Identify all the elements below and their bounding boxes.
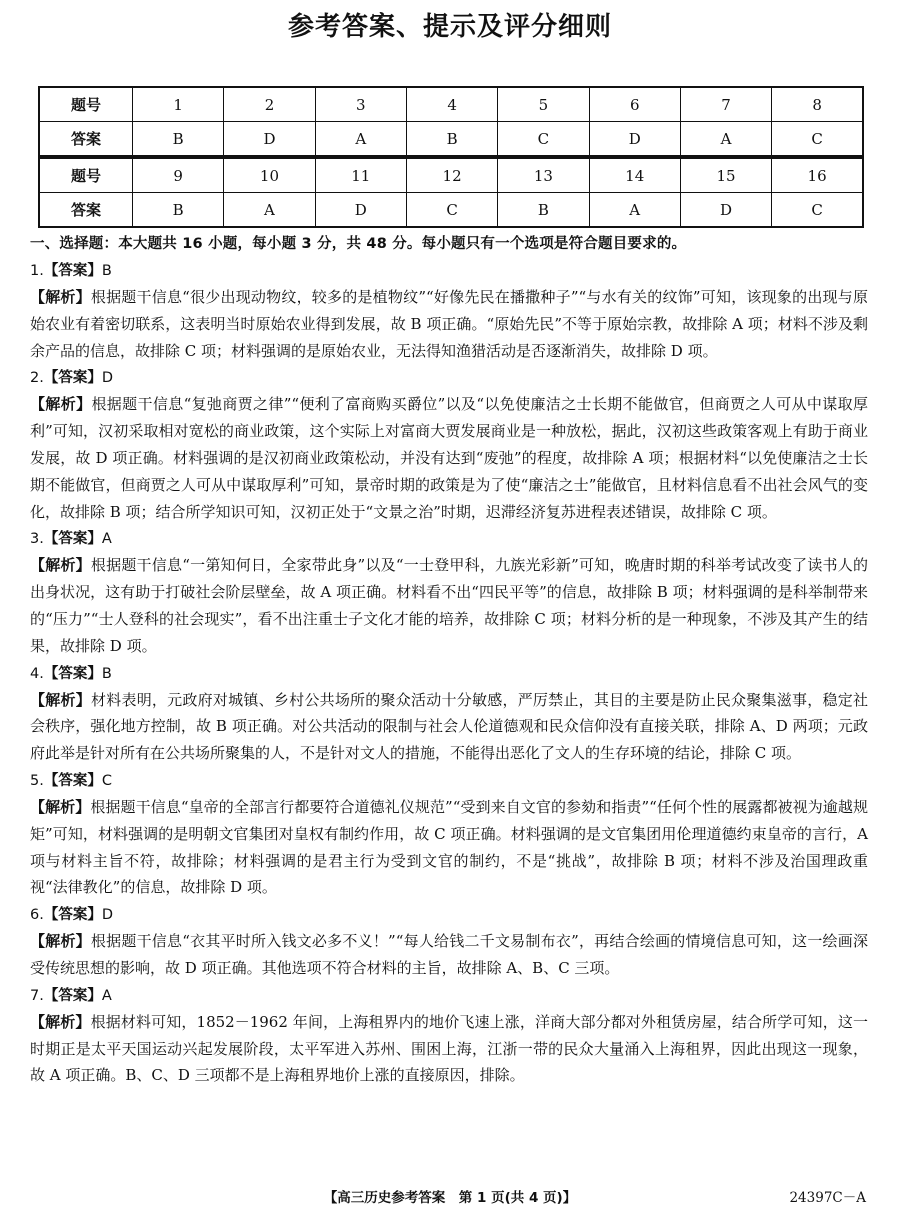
table-cell: 14 xyxy=(589,158,680,193)
answer-value: A xyxy=(101,531,112,548)
answer-value: B xyxy=(101,263,112,279)
explanation xyxy=(30,794,868,901)
answer-tag: 【答案】 xyxy=(43,907,102,924)
answer-value: B xyxy=(101,665,112,682)
table-cell: B xyxy=(133,193,224,228)
table-cell: 11 xyxy=(315,158,406,193)
answer-table-2 xyxy=(38,157,864,228)
questions-list xyxy=(30,258,868,1090)
answer-line xyxy=(30,661,868,687)
explanation-tag: 【解析】 xyxy=(30,932,91,951)
table-cell: 16 xyxy=(772,158,863,193)
footer-code: 24397C－A xyxy=(789,1190,866,1206)
answer-line xyxy=(30,768,868,794)
question-item xyxy=(30,902,868,982)
table-cell: 6 xyxy=(589,87,680,122)
question-item xyxy=(30,983,868,1089)
table-cell: 12 xyxy=(406,158,497,193)
table-cell: C xyxy=(498,122,589,157)
answer-value: D xyxy=(101,907,114,924)
table-cell: D xyxy=(589,122,680,157)
answer-tag: 【答案】 xyxy=(43,987,102,1004)
table-row-answers xyxy=(39,122,863,157)
table-cell: 2 xyxy=(224,87,315,122)
answer-value: C xyxy=(101,772,112,789)
table-cell: B xyxy=(133,122,224,157)
answer-value: A xyxy=(101,987,112,1004)
section-heading: 一、选择题：本大题共 16 小题，每小题 3 分，共 48 分。每小题只有一个选项是符合题目要求的。 xyxy=(30,236,687,252)
table-cell: A xyxy=(315,122,406,157)
answer-line xyxy=(30,365,868,391)
table-cell: 5 xyxy=(498,87,589,122)
explanation xyxy=(30,552,868,659)
table-cell: B xyxy=(498,193,589,228)
table-cell: 1 xyxy=(133,87,224,122)
table-cell: A xyxy=(680,122,771,157)
answer-tag: 【答案】 xyxy=(43,370,102,387)
question-number: 3. xyxy=(30,531,44,548)
table-cell: 13 xyxy=(498,158,589,193)
answer-line xyxy=(30,258,868,284)
explanation-text: 根据题干信息“复弛商贾之律”“便利了富商购买爵位”以及“以免使廉洁之士长期不能做官，但商贾之人可从中谋取厚利”可知，汉初采取相对宽松的商业政策，这个实际上对富商大贾发展商业是一种放松，据此，汉初这些政策客观上有助于商业发展，故 D 项正确。材料强调的是汉初商业政策松动，并没有达到“废弛”的程度，故排除 A 项；根据材料“以免使廉洁之士长期不能做官，但商贾之人可从中谋取厚利”可知，景帝时期的政策是为了使“廉洁之士”能做官，且材料信息看不出社会风气的变化，故排除 B 项；结合所学知识可知，汉初正处于“文景之治”时期，迟滞经济复苏进程表述错误，故排除 C 项。 xyxy=(30,395,868,521)
question-number: 7. xyxy=(30,987,44,1004)
explanation-tag: 【解析】 xyxy=(30,797,91,816)
explanation-text: 材料表明，元政府对城镇、乡村公共场所的聚众活动十分敏感，严厉禁止，其目的主要是防止民众聚集滋事，稳定社会秩序，强化地方控制，故 B 项正确。对公共活动的限制与社会人伦道德观和民众信仰没有直接关联，排除 A、D 两项；元政府此举是针对所有在公共场所聚集的人，不是针对文人的措施，不能得出恶化了文人的生存环境的结论，排除 C 项。 xyxy=(30,690,868,763)
table-cell: 9 xyxy=(133,158,224,193)
table-cell: D xyxy=(315,193,406,228)
table-cell: C xyxy=(772,193,863,228)
table-header-answer: 答案 xyxy=(39,122,133,157)
table-cell: 8 xyxy=(772,87,863,122)
table-row-numbers xyxy=(39,158,863,193)
table-cell: C xyxy=(772,122,863,157)
explanation xyxy=(30,284,868,364)
explanation-text: 根据题干信息“很少出现动物纹，较多的是植物纹”“好像先民在播撒种子”“与水有关的纹饰”可知，该现象的出现与原始农业有着密切联系，这表明当时原始农业得到发展，故 B 项正确。“原始先民”不等于原始宗教，故排除 A 项；材料不涉及剩余产品的信息，故排除 C 项；材料强调的是原始农业，无法得知渔猎活动是否逐渐消失，故排除 D 项。 xyxy=(30,288,868,360)
answer-value: D xyxy=(101,370,114,387)
explanation-tag: 【解析】 xyxy=(30,395,92,414)
question-number: 5. xyxy=(30,772,44,789)
table-cell: A xyxy=(589,193,680,228)
explanation xyxy=(30,928,868,982)
table-cell: 3 xyxy=(315,87,406,122)
explanation-tag: 【解析】 xyxy=(30,288,91,306)
question-item xyxy=(30,768,868,901)
question-item xyxy=(30,661,868,767)
table-cell: 4 xyxy=(406,87,497,122)
answer-tag: 【答案】 xyxy=(43,665,102,682)
table-cell: D xyxy=(224,122,315,157)
table-cell: 15 xyxy=(680,158,771,193)
explanation-text: 根据材料可知，1852－1962 年间，上海租界内的地价飞速上涨，洋商大部分都对外租赁房屋，结合所学可知，这一时期正是太平天国运动兴起发展阶段，太平军进入苏州、围困上海，江浙一带的民众大量涌入上海租界，因此出现这一现象，故 A 项正确。B、C、D 三项都不是上海租界地价上涨的直接原因，排除。 xyxy=(30,1012,868,1085)
question-item xyxy=(30,365,868,525)
explanation xyxy=(30,1009,868,1089)
explanation-tag: 【解析】 xyxy=(30,690,91,709)
question-item xyxy=(30,258,868,364)
table-cell: 7 xyxy=(680,87,771,122)
answer-tag: 【答案】 xyxy=(43,772,102,789)
explanation-text: 根据题干信息“皇帝的全部言行都要符合道德礼仪规范”“受到来自文官的参劾和指责”“任何个性的展露都被视为逾越规矩”可知，材料强调的是明朝文官集团对皇权有制约作用，故 C 项正确。材料强调的是文官集团用伦理道德约束皇帝的言行，A 项与材料主旨不符，故排除；材料强调的是君主行为受到文官的制约，不是“挑战”，故排除 B 项；材料不涉及治国理政重视“法律教化”的信息，故排除 D 项。 xyxy=(30,797,868,897)
explanation-tag: 【解析】 xyxy=(30,556,91,575)
explanation xyxy=(30,687,868,767)
table-row-numbers xyxy=(39,87,863,122)
answer-line xyxy=(30,902,868,928)
question-item xyxy=(30,526,868,659)
footer-page-info: 【高三历史参考答案 第 1 页(共 4 页)】 xyxy=(323,1190,577,1206)
explanation-text: 根据题干信息“衣其平时所入钱文必多不义！”“每人给钱二千文易制布衣”，再结合绘画的情境信息可知，这一绘画深受传统思想的影响，故 D 项正确。其他选项不符合材料的主旨，故排除 A、B、C 三项。 xyxy=(30,932,868,977)
table-cell: A xyxy=(224,193,315,228)
table-cell: C xyxy=(406,193,497,228)
explanation-tag: 【解析】 xyxy=(30,1012,91,1031)
answer-tag: 【答案】 xyxy=(43,263,102,279)
table-row-answers xyxy=(39,193,863,228)
table-cell: B xyxy=(406,122,497,157)
explanation-text: 根据题干信息“一第知何日，全家带此身”以及“一士登甲科，九族光彩新”可知，晚唐时期的科举考试改变了读书人的出身状况，这有助于打破社会阶层壁垒，故 A 项正确。材料看不出“四民平等”的信息，故排除 B 项；材料强调的是科举制带来的“压力”“士人登科的社会现实”，看不出注重士子文化才能的培养，故排除 C 项；材料分析的是一种现象，不涉及其产生的结果，故排除 D 项。 xyxy=(30,556,868,655)
page-title: 参考答案、提示及评分细则 xyxy=(287,12,612,42)
explanation xyxy=(30,391,868,525)
table-cell: 10 xyxy=(224,158,315,193)
answer-line xyxy=(30,983,868,1009)
answer-table-1 xyxy=(38,86,864,157)
question-number: 2. xyxy=(30,370,44,387)
answer-line xyxy=(30,526,868,552)
table-header-no: 题号 xyxy=(39,158,133,193)
table-header-no: 题号 xyxy=(39,87,133,122)
question-number: 1. xyxy=(30,263,44,279)
question-number: 4. xyxy=(30,665,44,682)
answer-tag: 【答案】 xyxy=(43,531,102,548)
table-cell: D xyxy=(680,193,771,228)
table-header-answer: 答案 xyxy=(39,193,133,228)
question-number: 6. xyxy=(30,907,44,924)
